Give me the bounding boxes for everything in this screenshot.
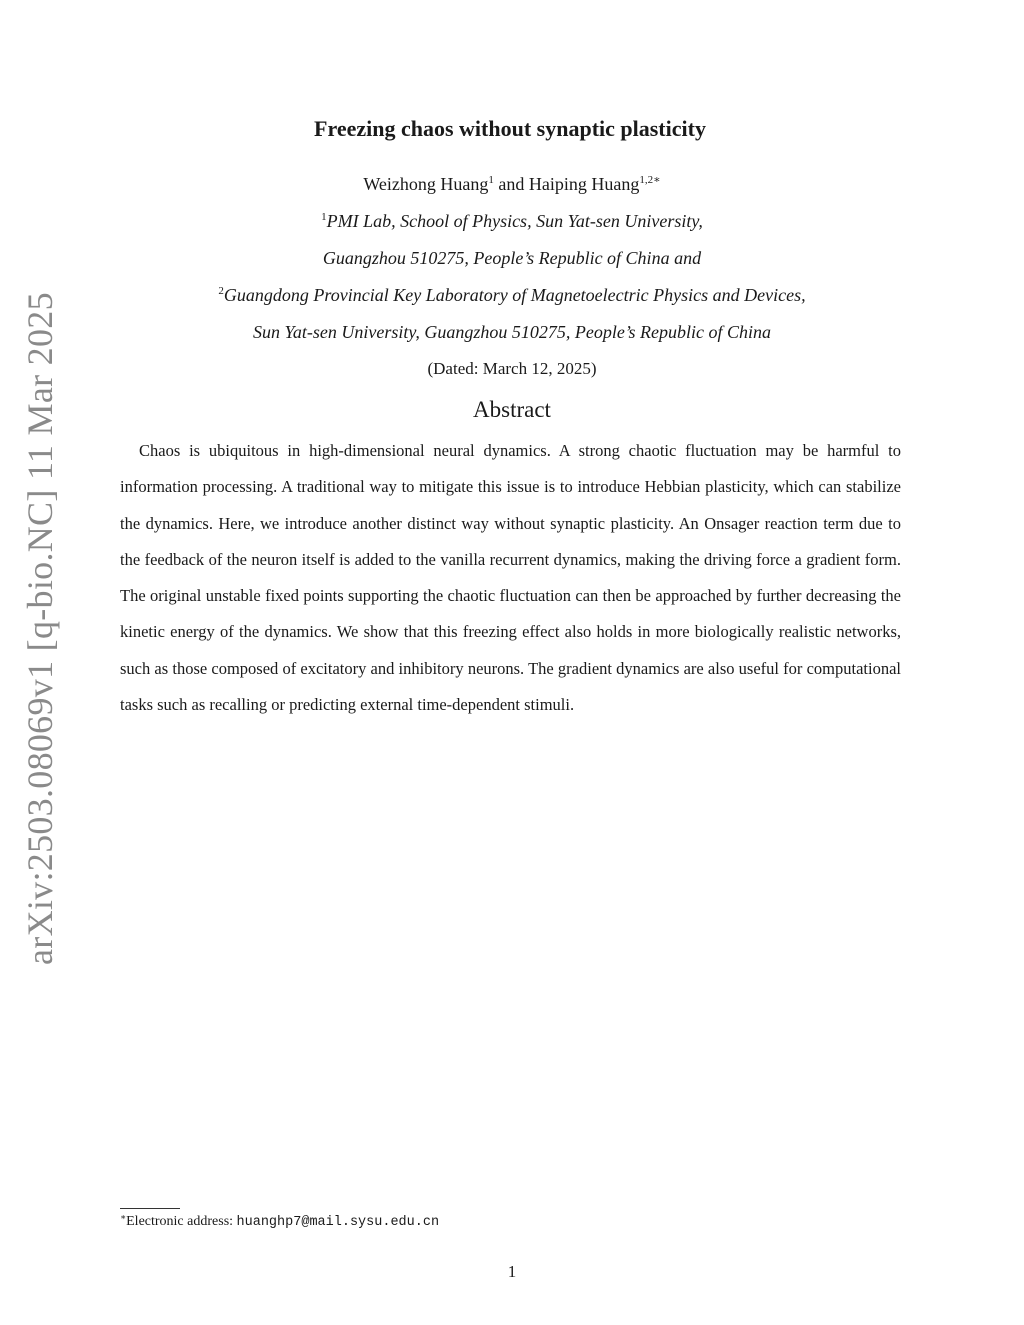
contact-email: huanghp7@mail.sysu.edu.cn [236,1215,440,1230]
paper-title: Freezing chaos without synaptic plasticity [314,116,706,141]
footnote [120,1214,439,1230]
affiliation-text: Guangdong Provincial Key Laboratory of Magnetoelectric Physics and Devices, [223,285,806,305]
affiliation-line [0,285,1024,306]
affiliation-line [0,248,1024,269]
affiliation-line [0,322,1024,343]
author-joiner: and [493,174,529,194]
footnote-label: Electronic address: [126,1214,237,1229]
abstract-text: Chaos is ubiquitous in high-dimensional neural dynamics. A strong chaotic fluctuation may be harmful to information processing. A traditional way to mitigate this issue is to introduce Hebbian plasticity, which can stabilize the dynamics. Here, we introduce another distinct way without synaptic plasticity. An Onsager reaction term due to the feedback of the neuron itself is added to the vanilla recurrent dynamics, making the driving force a gradient form. The original unstable fixed points supporting the chaotic fluctuation can then be approached by further decreasing the kinetic energy of the dynamics. We show that this freezing effect also holds in more biologically realistic networks, such as those composed of excitatory and inhibitory neurons. The gradient dynamics are also useful for computational tasks such as recalling or predicting external time-dependent stimuli. [120,441,901,715]
page-number: 1 [507,1262,517,1281]
affiliation-text: PMI Lab, School of Physics, Sun Yat-sen University, [326,211,703,231]
footnote-divider [120,1208,180,1209]
abstract-heading: Abstract [473,397,551,422]
date-line: (Dated: March 12, 2025) [427,359,597,378]
arxiv-identifier-stamp: arXiv:2503.08069v1 [q-bio.NC] 11 Mar 2025 [20,292,60,965]
author-name: Weizhong Huang [363,174,489,194]
affiliation-marker: 2 [218,285,224,297]
author-list [0,174,1024,195]
author-name: Haiping Huang [528,174,640,194]
affiliation-text: Sun Yat-sen University, Guangzhou 510275, People’s Republic of China [253,322,771,342]
author-affiliation-marker: 1,2∗ [639,174,661,186]
footnote-marker: ∗ [120,1212,127,1222]
affiliation-marker: 1 [321,211,327,223]
affiliation-line [0,211,1024,232]
affiliation-text: Guangzhou 510275, People’s Republic of China and [322,248,702,268]
author-affiliation-marker: 1 [488,174,494,186]
